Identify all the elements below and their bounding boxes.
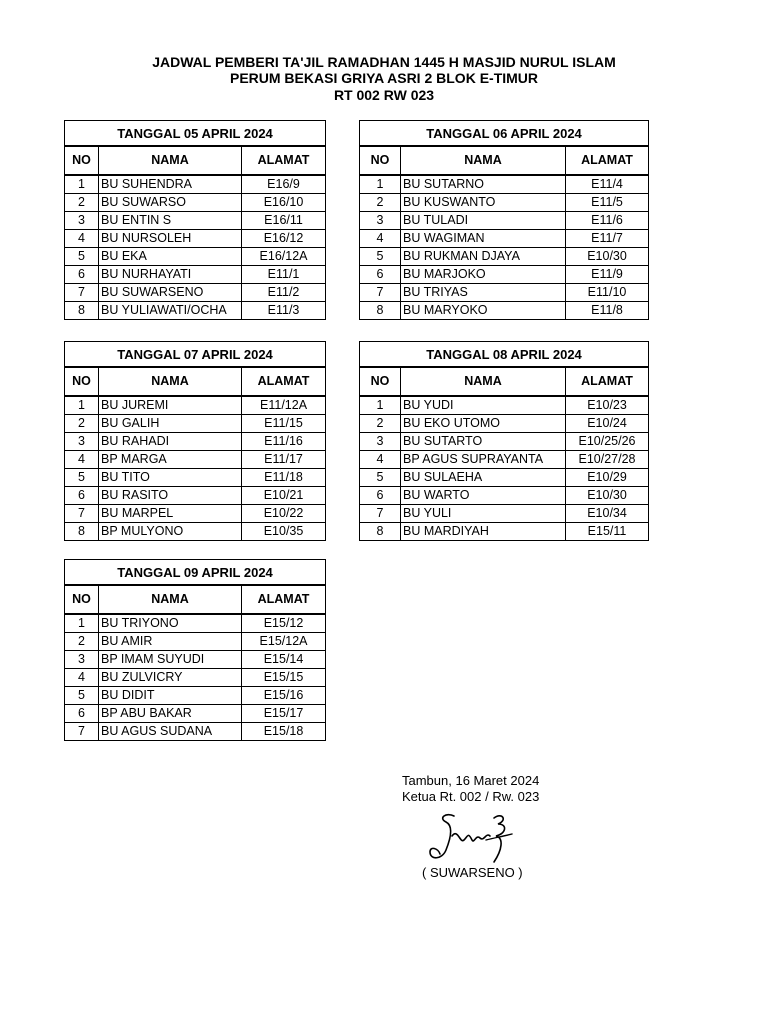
table-row [65, 433, 326, 451]
row-no: 7 [65, 723, 99, 741]
row-no: 8 [360, 302, 401, 320]
column-header-nama: NAMA [99, 367, 242, 396]
row-nama: BU YULI [401, 505, 566, 523]
row-no: 5 [360, 469, 401, 487]
row-no: 8 [65, 302, 99, 320]
row-nama: BU TITO [99, 469, 242, 487]
row-alamat: E10/25/26 [566, 433, 649, 451]
row-no: 6 [65, 487, 99, 505]
table-row [65, 302, 326, 320]
row-nama: BU SUTARNO [401, 175, 566, 194]
row-nama: BU ENTIN S [99, 212, 242, 230]
table-row [65, 705, 326, 723]
row-nama: BU ZULVICRY [99, 669, 242, 687]
row-no: 5 [65, 469, 99, 487]
row-no: 5 [360, 248, 401, 266]
table-row [360, 415, 649, 433]
row-no: 3 [65, 433, 99, 451]
row-nama: BU GALIH [99, 415, 242, 433]
signature-name: ( SUWARSENO ) [422, 865, 523, 880]
table-row [65, 487, 326, 505]
column-header-no: NO [65, 146, 99, 175]
row-alamat: E15/14 [242, 651, 326, 669]
row-alamat: E15/11 [566, 523, 649, 541]
row-alamat: E10/27/28 [566, 451, 649, 469]
row-no: 8 [360, 523, 401, 541]
schedule-table-07-april [64, 341, 326, 541]
row-nama: BU SUWARSENO [99, 284, 242, 302]
table-row [360, 451, 649, 469]
row-alamat: E10/23 [566, 396, 649, 415]
table-row [360, 302, 649, 320]
table-row [360, 487, 649, 505]
row-alamat: E15/12 [242, 614, 326, 633]
table-row [360, 230, 649, 248]
row-alamat: E11/18 [242, 469, 326, 487]
document-title-line1: JADWAL PEMBERI TA'JIL RAMADHAN 1445 H MASJID NURUL ISLAM [152, 54, 616, 70]
row-alamat: E15/16 [242, 687, 326, 705]
row-no: 4 [360, 230, 401, 248]
row-no: 6 [65, 705, 99, 723]
row-no: 4 [360, 451, 401, 469]
row-nama: BU TRIYAS [401, 284, 566, 302]
document-title-line2: PERUM BEKASI GRIYA ASRI 2 BLOK E-TIMUR [229, 70, 539, 86]
row-no: 6 [360, 487, 401, 505]
row-no: 7 [360, 505, 401, 523]
schedule-date: TANGGAL 05 APRIL 2024 [65, 121, 326, 147]
row-nama: BU WARTO [401, 487, 566, 505]
row-alamat: E16/12A [242, 248, 326, 266]
row-no: 3 [65, 651, 99, 669]
schedule-table-09-april [64, 559, 326, 741]
table-row [65, 194, 326, 212]
table-row [360, 396, 649, 415]
table-row [65, 633, 326, 651]
row-nama: BP MARGA [99, 451, 242, 469]
row-nama: BU TRIYONO [99, 614, 242, 633]
column-header-no: NO [360, 146, 401, 175]
row-nama: BU AGUS SUDANA [99, 723, 242, 741]
schedule-table-06-april [359, 120, 649, 320]
column-header-nama: NAMA [401, 367, 566, 396]
row-nama: BU DIDIT [99, 687, 242, 705]
row-alamat: E16/12 [242, 230, 326, 248]
row-nama: BU NURSOLEH [99, 230, 242, 248]
row-no: 7 [65, 505, 99, 523]
row-nama: BU AMIR [99, 633, 242, 651]
row-alamat: E11/9 [566, 266, 649, 284]
row-nama: BP AGUS SUPRAYANTA [401, 451, 566, 469]
table-row [65, 266, 326, 284]
row-alamat: E11/17 [242, 451, 326, 469]
row-no: 1 [360, 396, 401, 415]
row-no: 3 [65, 212, 99, 230]
row-alamat: E10/24 [566, 415, 649, 433]
row-nama: BU SULAEHA [401, 469, 566, 487]
row-nama: BU MARPEL [99, 505, 242, 523]
row-nama: BU JUREMI [99, 396, 242, 415]
row-nama: BU MARYOKO [401, 302, 566, 320]
row-alamat: E11/8 [566, 302, 649, 320]
table-row [360, 248, 649, 266]
table-row [65, 284, 326, 302]
schedule-table-08-april [359, 341, 649, 541]
table-row [360, 469, 649, 487]
table-row [360, 194, 649, 212]
row-no: 2 [65, 415, 99, 433]
row-no: 6 [360, 266, 401, 284]
row-nama: BU WAGIMAN [401, 230, 566, 248]
table-row [360, 523, 649, 541]
table-row [65, 723, 326, 741]
row-alamat: E15/12A [242, 633, 326, 651]
row-alamat: E16/11 [242, 212, 326, 230]
row-alamat: E10/30 [566, 487, 649, 505]
row-nama: BU MARJOKO [401, 266, 566, 284]
row-no: 7 [65, 284, 99, 302]
row-alamat: E11/1 [242, 266, 326, 284]
row-nama: BU SUHENDRA [99, 175, 242, 194]
table-row [65, 230, 326, 248]
signature-role: Ketua Rt. 002 / Rw. 023 [402, 789, 540, 804]
row-nama: BU NURHAYATI [99, 266, 242, 284]
row-nama: BP IMAM SUYUDI [99, 651, 242, 669]
row-nama: BU YULIAWATI/OCHA [99, 302, 242, 320]
row-alamat: E11/15 [242, 415, 326, 433]
row-alamat: E15/18 [242, 723, 326, 741]
signature-place-date: Tambun, 16 Maret 2024 [402, 773, 540, 788]
row-no: 2 [360, 415, 401, 433]
row-nama: BU KUSWANTO [401, 194, 566, 212]
row-alamat: E11/16 [242, 433, 326, 451]
table-row [65, 614, 326, 633]
table-row [65, 396, 326, 415]
column-header-alamat: ALAMAT [242, 367, 326, 396]
row-alamat: E10/29 [566, 469, 649, 487]
row-no: 2 [65, 194, 99, 212]
table-row [65, 212, 326, 230]
row-nama: BU SUTARTO [401, 433, 566, 451]
column-header-alamat: ALAMAT [242, 585, 326, 614]
row-nama: BP ABU BAKAR [99, 705, 242, 723]
row-no: 5 [65, 687, 99, 705]
row-alamat: E11/10 [566, 284, 649, 302]
table-row [360, 433, 649, 451]
row-no: 4 [65, 451, 99, 469]
row-nama: BU RUKMAN DJAYA [401, 248, 566, 266]
row-alamat: E10/35 [242, 523, 326, 541]
row-nama: BP MULYONO [99, 523, 242, 541]
row-alamat: E11/7 [566, 230, 649, 248]
row-alamat: E11/4 [566, 175, 649, 194]
table-row [65, 669, 326, 687]
row-alamat: E15/17 [242, 705, 326, 723]
row-alamat: E10/21 [242, 487, 326, 505]
row-no: 2 [360, 194, 401, 212]
row-no: 3 [360, 433, 401, 451]
column-header-nama: NAMA [99, 146, 242, 175]
column-header-nama: NAMA [401, 146, 566, 175]
schedule-date: TANGGAL 08 APRIL 2024 [360, 342, 649, 368]
row-alamat: E11/2 [242, 284, 326, 302]
row-nama: BU YUDI [401, 396, 566, 415]
row-no: 4 [65, 669, 99, 687]
row-alamat: E10/22 [242, 505, 326, 523]
row-alamat: E11/5 [566, 194, 649, 212]
table-row [65, 415, 326, 433]
row-no: 1 [65, 614, 99, 633]
row-alamat: E10/34 [566, 505, 649, 523]
row-alamat: E16/9 [242, 175, 326, 194]
column-header-no: NO [360, 367, 401, 396]
row-alamat: E11/12A [242, 396, 326, 415]
row-alamat: E11/3 [242, 302, 326, 320]
schedule-date: TANGGAL 06 APRIL 2024 [360, 121, 649, 147]
column-header-nama: NAMA [99, 585, 242, 614]
table-row [65, 451, 326, 469]
row-no: 8 [65, 523, 99, 541]
table-row [360, 212, 649, 230]
column-header-no: NO [65, 367, 99, 396]
document-title-line3: RT 002 RW 023 [333, 87, 435, 103]
table-row [360, 175, 649, 194]
table-row [65, 469, 326, 487]
table-row [65, 248, 326, 266]
column-header-alamat: ALAMAT [566, 146, 649, 175]
row-no: 4 [65, 230, 99, 248]
row-no: 1 [65, 175, 99, 194]
row-no: 6 [65, 266, 99, 284]
row-nama: BU SUWARSO [99, 194, 242, 212]
schedule-table-05-april [64, 120, 326, 320]
row-nama: BU RAHADI [99, 433, 242, 451]
row-no: 3 [360, 212, 401, 230]
table-row [360, 505, 649, 523]
row-nama: BU RASITO [99, 487, 242, 505]
table-row [360, 266, 649, 284]
column-header-alamat: ALAMAT [566, 367, 649, 396]
row-nama: BU TULADI [401, 212, 566, 230]
row-no: 5 [65, 248, 99, 266]
row-no: 1 [65, 396, 99, 415]
table-row [65, 505, 326, 523]
schedule-date: TANGGAL 09 APRIL 2024 [65, 560, 326, 586]
table-row [65, 651, 326, 669]
row-no: 7 [360, 284, 401, 302]
column-header-no: NO [65, 585, 99, 614]
row-alamat: E15/15 [242, 669, 326, 687]
table-row [65, 523, 326, 541]
row-nama: BU MARDIYAH [401, 523, 566, 541]
column-header-alamat: ALAMAT [242, 146, 326, 175]
row-nama: BU EKA [99, 248, 242, 266]
row-nama: BU EKO UTOMO [401, 415, 566, 433]
row-no: 1 [360, 175, 401, 194]
schedule-date: TANGGAL 07 APRIL 2024 [65, 342, 326, 368]
table-row [65, 175, 326, 194]
row-alamat: E16/10 [242, 194, 326, 212]
row-no: 2 [65, 633, 99, 651]
row-alamat: E11/6 [566, 212, 649, 230]
table-row [65, 687, 326, 705]
row-alamat: E10/30 [566, 248, 649, 266]
handwritten-signature [424, 810, 524, 865]
table-row [360, 284, 649, 302]
